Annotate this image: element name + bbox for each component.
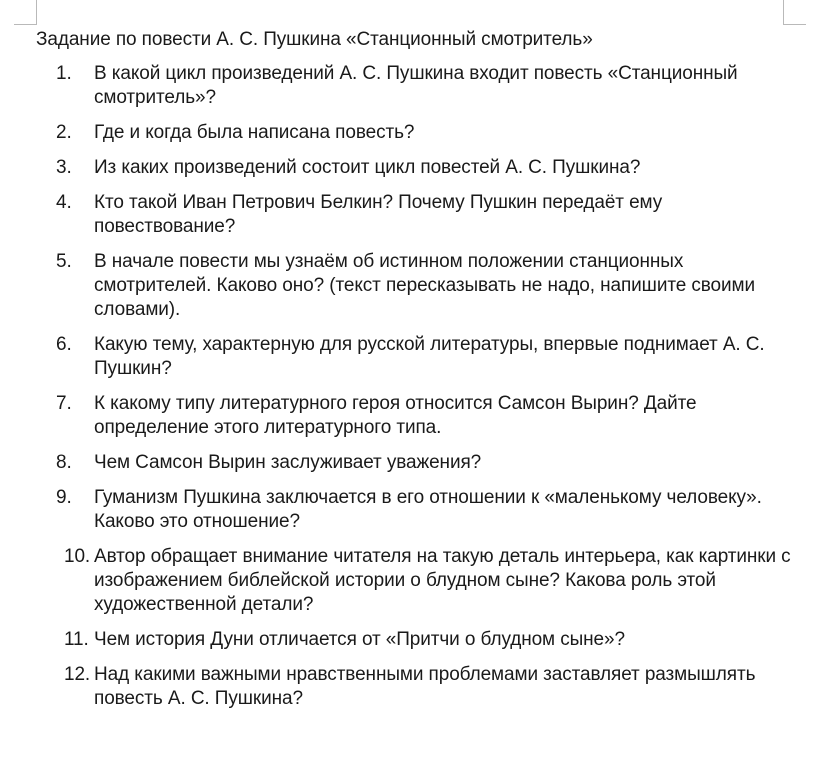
question-text: Над какими важными нравственными проблемами заставляет размышлять повесть А. С. Пушкина?: [94, 664, 756, 709]
question-text: Где и когда была написана повесть?: [94, 122, 415, 143]
question-number: 2.: [56, 122, 72, 143]
question-item: [36, 545, 796, 617]
question-number: 3.: [56, 157, 72, 178]
question-text: Какую тему, характерную для русской литературы, впервые поднимает А. С. Пушкин?: [94, 334, 765, 379]
question-list: [36, 62, 796, 722]
question-text: К какому типу литературного героя относится Самсон Вырин? Дайте определение этого литературного типа.: [94, 393, 697, 438]
question-item: [36, 121, 796, 145]
question-item: [36, 392, 796, 440]
question-number: 11.: [64, 629, 89, 650]
question-text: Чем Самсон Вырин заслуживает уважения?: [94, 452, 482, 473]
question-number: 8.: [56, 452, 72, 473]
question-item: [36, 191, 796, 239]
question-number: 1.: [56, 63, 72, 84]
question-text: Из каких произведений состоит цикл повестей А. С. Пушкина?: [94, 157, 641, 178]
question-number: 12.: [64, 664, 91, 685]
question-item: [36, 451, 796, 475]
question-item: [36, 628, 796, 652]
question-item: [36, 486, 796, 534]
question-item: [36, 663, 796, 711]
question-number: 5.: [56, 251, 72, 272]
question-text: Кто такой Иван Петрович Белкин? Почему Пушкин передаёт ему повествование?: [94, 192, 663, 237]
question-item: [36, 250, 796, 322]
question-text: Автор обращает внимание читателя на такую деталь интерьера, как картинки с изображением библейской истории о блудном сыне? Какова роль этой художественной детали?: [94, 546, 791, 615]
question-text: Чем история Дуни отличается от «Притчи о блудном сыне»?: [94, 629, 625, 650]
question-text: В какой цикл произведений А. С. Пушкина входит повесть «Станционный смотритель»?: [94, 63, 738, 108]
left-crop-mark: [14, 0, 37, 25]
question-item: [36, 333, 796, 381]
question-number: 10.: [64, 546, 91, 567]
question-item: [36, 156, 796, 180]
question-item: [36, 62, 796, 110]
question-number: 7.: [56, 393, 72, 414]
question-text: В начале повести мы узнаём об истинном положении станционных смотрителей. Каково оно? (текст пересказывать не надо, напишите своими словами).: [94, 251, 756, 320]
right-crop-mark: [783, 0, 806, 25]
question-number: 4.: [56, 192, 72, 213]
question-number: 9.: [56, 487, 72, 508]
question-number: 6.: [56, 334, 72, 355]
question-text: Гуманизм Пушкина заключается в его отношении к «маленькому человеку». Каково это отношение?: [94, 487, 762, 532]
document-title: Задание по повести А. С. Пушкина «Станционный смотритель»: [36, 29, 593, 50]
